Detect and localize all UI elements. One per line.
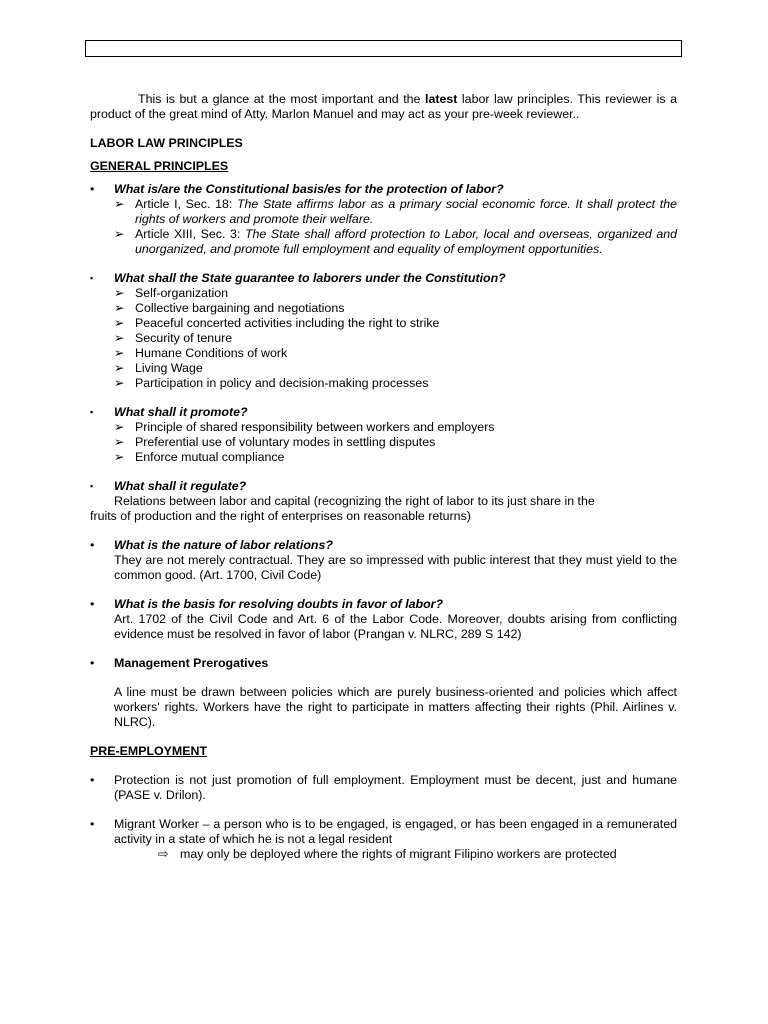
answer-doubts: Art. 1702 of the Civil Code and Art. 6 of the Labor Code. Moreover, doubts arising from conflicting evidence must be resolved in favor of labor (Prangan v. NLRC, 289 S 142)	[114, 612, 677, 641]
arrow-bullet-icon: ➢	[114, 346, 125, 360]
question-text: What shall it regulate?	[114, 479, 247, 493]
list-item-text: Preferential use of voluntary modes in settling disputes	[135, 435, 436, 449]
section-heading-general: GENERAL PRINCIPLES	[90, 159, 229, 173]
list-item-text: Self-organization	[135, 286, 228, 300]
round-bullet-icon: •	[90, 656, 95, 670]
bullet-text: Protection is not just promotion of full employment. Employment must be decent, just and humane (PASE v. Drilon).	[114, 773, 677, 802]
article-text: The State shall afford protection to Labor, local and overseas, organized and unorganized, and promote full employment and equality of employment opportunities.	[135, 227, 678, 256]
article-ref: Article XIII, Sec. 3:	[135, 227, 245, 241]
question-text: What shall the State guarantee to laborers under the Constitution?	[114, 271, 506, 285]
section-heading-pre-employment: PRE-EMPLOYMENT	[90, 744, 208, 758]
list-item	[114, 301, 677, 316]
list-item	[114, 346, 677, 361]
square-bullet-icon: ▪	[90, 273, 94, 283]
sub-item-text: may only be deployed where the rights of migrant Filipino workers are protected	[180, 847, 617, 861]
intro-text-1: This is but a glance at the most important and the	[138, 92, 425, 106]
question-doubts	[90, 597, 677, 612]
list-item-text: Principle of shared responsibility between workers and employers	[135, 420, 495, 434]
arrow-bullet-icon: ➢	[114, 361, 125, 375]
document-title: LABOR LAW PRINCIPLES	[90, 136, 243, 150]
list-item	[114, 420, 677, 435]
intro-text-2: labor law principles. This reviewer is a product of the great mind of Atty. Marlon Manuel and may act as your pre-week reviewer..	[90, 92, 677, 121]
arrow-bullet-icon: ➢	[114, 316, 125, 330]
intro-bold-word: latest	[425, 92, 458, 106]
article-text: The State affirms labor as a primary social economic force. It shall protect the rights of workers and promote their welfare.	[135, 197, 677, 226]
list-item	[114, 316, 677, 331]
question-constitutional-basis	[90, 182, 677, 197]
answer-regulate-line2: fruits of production and the right of enterprises on reasonable returns)	[90, 509, 471, 523]
arrow-bullet-icon: ➢	[114, 286, 125, 300]
answer-nature: They are not merely contractual. They are so impressed with public interest that they must yield to the common good. (Art. 1700, Civil Code)	[114, 553, 677, 582]
pre-employment-bullet-2	[90, 817, 677, 847]
article-ref: Article I, Sec. 18:	[135, 197, 237, 211]
question-state-guarantee	[90, 271, 677, 286]
list-item-text: Participation in policy and decision-making processes	[135, 376, 429, 390]
list-item-text: Enforce mutual compliance	[135, 450, 285, 464]
open-arrow-icon: ⇨	[158, 847, 169, 861]
round-bullet-icon: •	[90, 817, 95, 831]
arrow-bullet-icon: ➢	[114, 331, 125, 345]
management-prerogatives	[90, 656, 677, 671]
square-bullet-icon: ▪	[90, 481, 94, 491]
list-item-text: Humane Conditions of work	[135, 346, 288, 360]
list-item	[114, 435, 677, 450]
arrow-bullet-icon: ➢	[114, 227, 125, 241]
round-bullet-icon: •	[90, 538, 95, 552]
list-item	[114, 450, 677, 465]
answer-regulate-line1: Relations between labor and capital (recognizing the right of labor to its just share in the	[114, 494, 595, 508]
arrow-bullet-icon: ➢	[114, 420, 125, 434]
question-text: What is the basis for resolving doubts in favor of labor?	[114, 597, 444, 611]
round-bullet-icon: •	[90, 597, 95, 611]
list-item-text: Collective bargaining and negotiations	[135, 301, 345, 315]
question-text: What is the nature of labor relations?	[114, 538, 333, 552]
list-item-text: Security of tenure	[135, 331, 233, 345]
question-regulate	[90, 479, 677, 494]
arrow-bullet-icon: ➢	[114, 450, 125, 464]
question-nature	[90, 538, 677, 553]
arrow-bullet-icon: ➢	[114, 435, 125, 449]
header-box	[85, 40, 682, 57]
question-text: What is/are the Constitutional basis/es for the protection of labor?	[114, 182, 504, 196]
list-item	[114, 331, 677, 346]
square-bullet-icon: ▪	[90, 407, 94, 417]
arrow-list	[90, 420, 677, 465]
list-item	[114, 227, 677, 257]
migrant-sub-item	[90, 847, 677, 862]
arrow-bullet-icon: ➢	[114, 301, 125, 315]
arrow-list	[90, 197, 677, 257]
arrow-bullet-icon: ➢	[114, 197, 125, 211]
list-item	[114, 197, 677, 227]
list-item	[114, 361, 677, 376]
arrow-list	[90, 286, 677, 391]
question-promote	[90, 405, 677, 420]
document-page	[90, 92, 677, 862]
question-text: What shall it promote?	[114, 405, 248, 419]
bullet-text: Migrant Worker – a person who is to be engaged, is engaged, or has been engaged in a remunerated activity in a state of which he is not a legal resident	[114, 817, 677, 846]
intro-paragraph	[90, 92, 677, 122]
list-item	[114, 376, 677, 391]
round-bullet-icon: •	[90, 182, 95, 196]
pre-employment-bullet-1	[90, 773, 677, 803]
answer-management: A line must be drawn between policies which are purely business-oriented and policies which affect workers' rights. Workers have the right to participate in matters affecting their rights (Phil. Airlines v. NLRC).	[114, 685, 677, 729]
arrow-bullet-icon: ➢	[114, 376, 125, 390]
list-item	[114, 286, 677, 301]
round-bullet-icon: •	[90, 773, 95, 787]
question-text: Management Prerogatives	[114, 656, 269, 670]
list-item-text: Living Wage	[135, 361, 203, 375]
list-item-text: Peaceful concerted activities including the right to strike	[135, 316, 440, 330]
